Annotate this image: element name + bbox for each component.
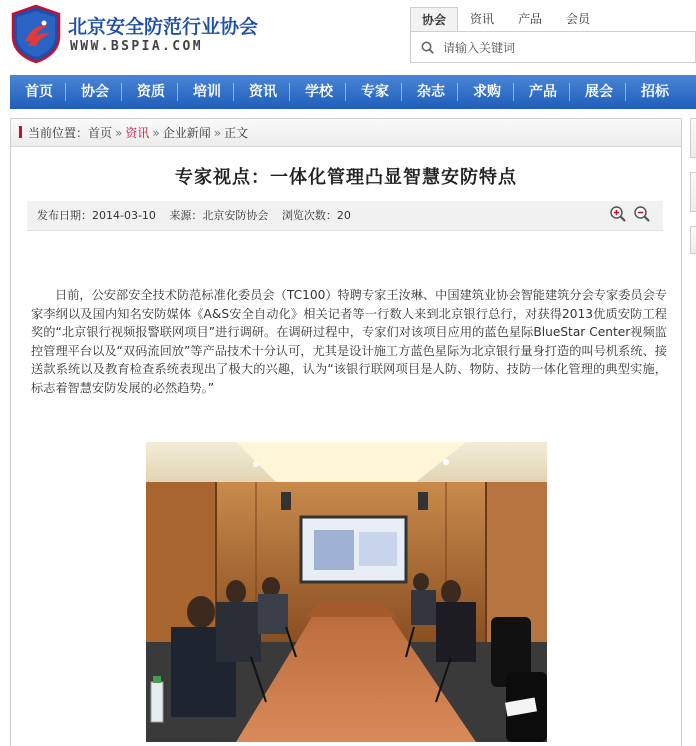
nav-item-home[interactable]: 首页	[10, 75, 66, 109]
search-icon[interactable]	[421, 41, 434, 54]
main-nav	[10, 75, 696, 109]
nav-item-school[interactable]: 学校	[290, 75, 346, 109]
site-header	[0, 0, 696, 74]
nav-item-exhibition[interactable]: 展会	[570, 75, 626, 109]
zoom-in-icon[interactable]	[609, 205, 627, 223]
side-panel-3	[690, 226, 696, 254]
site-url[interactable]: WWW.BSPIA.COM	[70, 39, 203, 54]
nav-item-magazine[interactable]: 杂志	[402, 75, 458, 109]
bspia-logo-icon[interactable]	[10, 4, 62, 64]
nav-item-news[interactable]: 资讯	[234, 75, 290, 109]
nav-item-training[interactable]: 培训	[178, 75, 234, 109]
article-title: 专家视点：一体化管理凸显智慧安防特点	[175, 167, 517, 188]
search-tab-members[interactable]: 会员	[566, 12, 591, 26]
article-source: 来源：北京安防协会	[169, 209, 269, 222]
breadcrumb-separator: »	[115, 126, 123, 140]
breadcrumb-marker	[19, 126, 22, 138]
zoom-out-icon[interactable]	[633, 205, 651, 223]
article-body: 日前，公安部安全技术防范标准化委员会（TC100）特聘专家王汝琳、中国建筑业协会智能建筑分会专家委员会专家李纲以及国内知名安防媒体《A&S安全自动化》相关记者等一行数人来到北京银行总行，对获得2013优质安防工程奖的“北京银行视频报警联网项目”进行调研。在调研过程中，专家们对该项目应用的蓝色星际BlueStar Center视频监控管理平台以及“双码流回放”等产品技术十分认可，尤其是设计施工方蓝色星际为北京银行量身打造的叫号机系统、接送款系统以及教育检查系统表现出了极大的兴趣，认为“该银行联网项目是人防、物防、技防一体化管理的典型实施，标志着智慧安防发展的必然趋势。”	[31, 288, 667, 395]
breadcrumb-company-news[interactable]: 企业新闻	[162, 126, 211, 140]
nav-item-tender[interactable]: 招标	[641, 84, 669, 100]
breadcrumb-news[interactable]: 资讯	[125, 126, 150, 140]
search-tab-products[interactable]: 产品	[518, 12, 543, 26]
search-box	[410, 7, 696, 65]
search-tab-association[interactable]: 协会	[410, 7, 458, 31]
nav-item-association[interactable]: 协会	[66, 75, 122, 109]
article-meta	[27, 201, 663, 231]
breadcrumb-separator: »	[152, 126, 160, 140]
article-container	[10, 118, 682, 746]
meeting-room-photo	[146, 442, 547, 742]
nav-item-qualification[interactable]: 资质	[122, 75, 178, 109]
site-name[interactable]: 北京安全防范行业协会	[68, 16, 259, 38]
breadcrumb	[11, 119, 681, 147]
nav-item-products[interactable]: 产品	[514, 75, 570, 109]
breadcrumb-prefix: 当前位置：	[28, 126, 89, 140]
search-tab-news[interactable]: 资讯	[470, 12, 495, 26]
search-field[interactable]	[410, 31, 696, 63]
publish-date: 发布日期：2014-03-10	[37, 209, 156, 222]
nav-item-experts[interactable]: 专家	[346, 75, 402, 109]
search-tabs	[410, 7, 602, 31]
breadcrumb-current: 正文	[224, 126, 249, 140]
side-panel-1	[690, 118, 696, 158]
side-panel-2	[690, 172, 696, 212]
nav-item-purchase[interactable]: 求购	[458, 75, 514, 109]
view-count: 浏览次数：20	[281, 209, 351, 222]
search-input[interactable]	[443, 38, 683, 58]
breadcrumb-separator: »	[213, 126, 222, 140]
breadcrumb-home[interactable]: 首页	[88, 126, 113, 140]
